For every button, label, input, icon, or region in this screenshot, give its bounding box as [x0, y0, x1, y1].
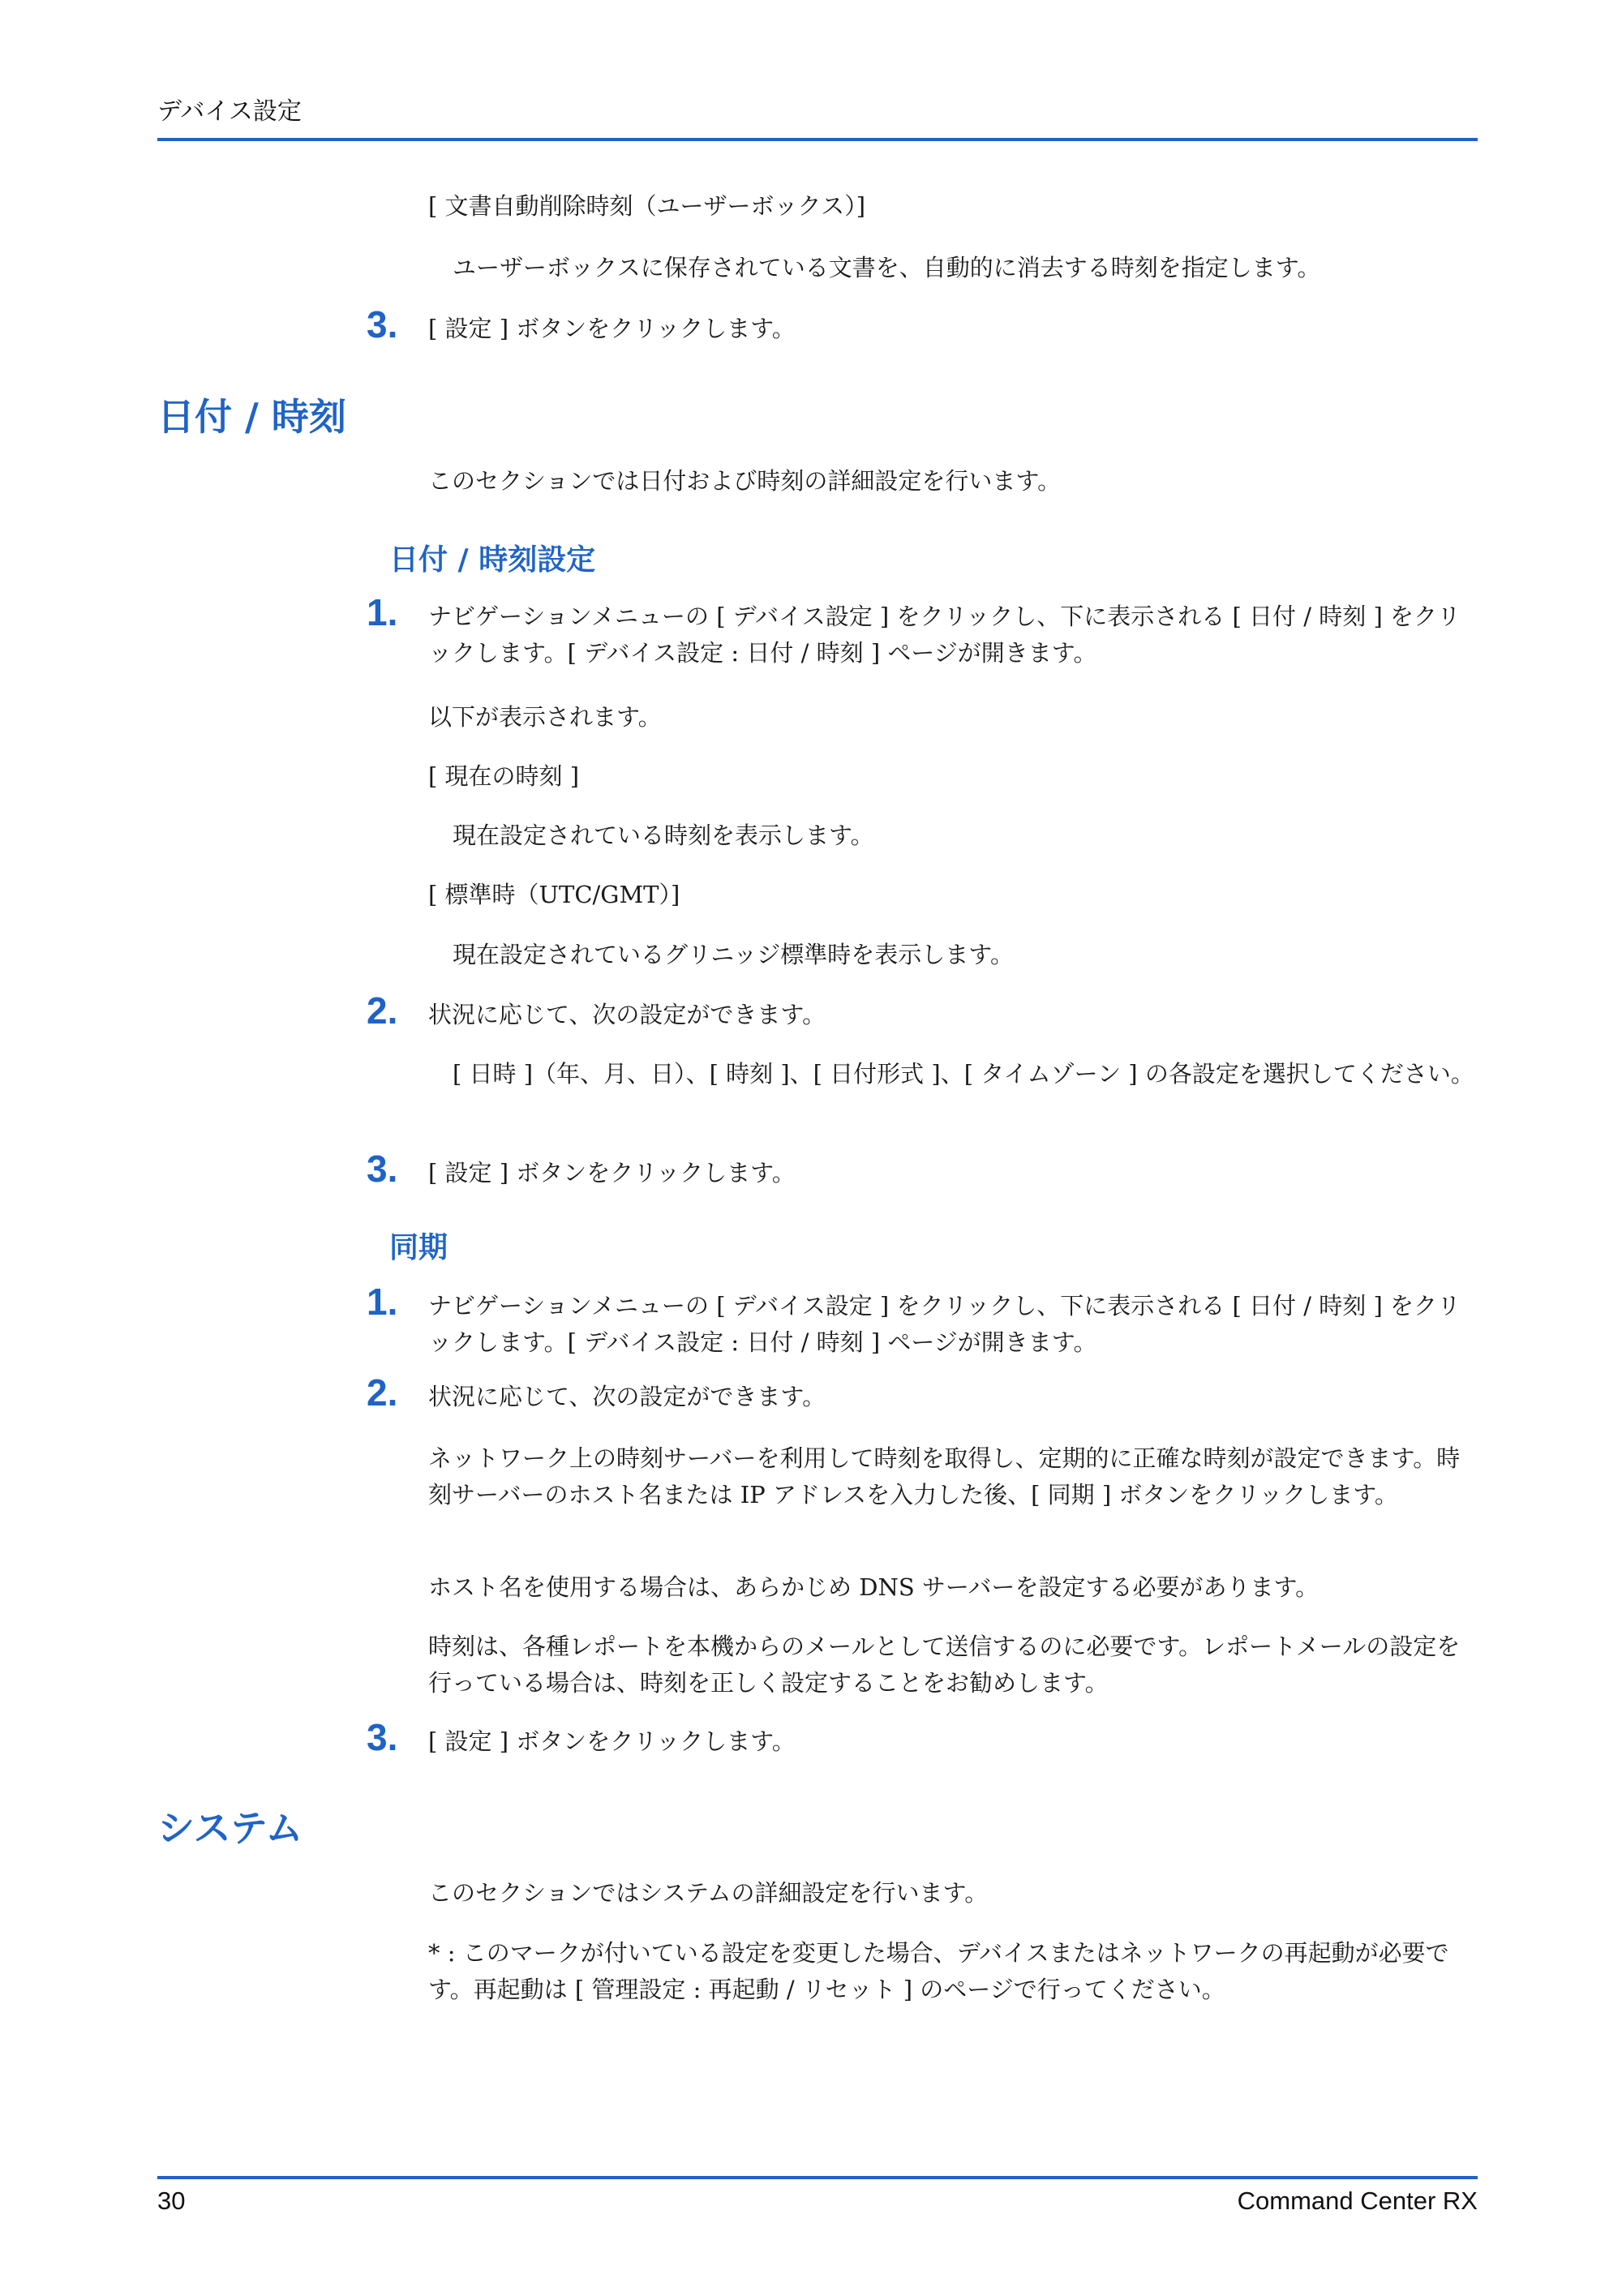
subsection-title-datetime-settings: 日付 / 時刻設定: [389, 543, 596, 577]
step-text: ナビゲーションメニューの [ デバイス設定 ] をクリックし、下に表示される [ 日付 / 時刻 ] をクリックします。[ デバイス設定 : 日付 / 時刻 ] ページが開きます。: [428, 1292, 1461, 1356]
item-label-gmt: [ 標準時（UTC/GMT）]: [428, 881, 680, 908]
sync-paragraph: ホスト名を使用する場合は、あらかじめ DNS サーバーを設定する必要があります。: [428, 1573, 1319, 1601]
shown-below-text: 以下が表示されます。: [428, 703, 662, 731]
product-name: Command Center RX: [1237, 2187, 1478, 2215]
sync-paragraph: ネットワーク上の時刻サーバーを利用して時刻を取得し、定期的に正確な時刻が設定できます。時刻サーバーのホスト名または IP アドレスを入力した後、[ 同期 ] ボタンをクリックします。: [428, 1444, 1461, 1508]
footer-rule: [157, 2176, 1478, 2179]
header-rule: [157, 138, 1478, 141]
section-title-system: システム: [157, 1806, 303, 1850]
section-intro-system: このセクションではシステムの詳細設定を行います。: [428, 1879, 989, 1907]
sync-paragraph: 時刻は、各種レポートを本機からのメールとして送信するのに必要です。レポートメールの設定を行っている場合は、時刻を正しく設定することをお勧めします。: [428, 1633, 1461, 1697]
step-number: 2.: [367, 1371, 398, 1414]
section-title-datetime: 日付 / 時刻: [157, 395, 346, 439]
step-number: 3.: [367, 1716, 398, 1758]
step-text: ナビゲーションメニューの [ デバイス設定 ] をクリックし、下に表示される [ 日付 / 時刻 ] をクリックします。[ デバイス設定 : 日付 / 時刻 ] ページが開きます。: [428, 603, 1461, 667]
system-restart-note: * : このマークが付いている設定を変更した場合、デバイスまたはネットワークの再起動が必要です。再起動は [ 管理設定 : 再起動 / リセット ] のページで行ってください。: [428, 1939, 1449, 2003]
step-number: 3.: [367, 303, 398, 345]
item-label-current-time: [ 現在の時刻 ]: [428, 762, 580, 790]
step-number: 1.: [367, 1281, 398, 1323]
step-text: 状況に応じて、次の設定ができます。: [428, 1383, 826, 1410]
step-number: 1.: [367, 591, 398, 633]
step-detail: [ 日時 ]（年、月、日）、[ 時刻 ]、[ 日付形式 ]、[ タイムゾーン ] の各設定を選択してください。: [453, 1060, 1474, 1088]
step-text: [ 設定 ] ボタンをクリックします。: [428, 315, 796, 342]
step-text: 状況に応じて、次の設定ができます。: [428, 1001, 826, 1028]
item-desc-current-time: 現在設定されている時刻を表示します。: [453, 822, 874, 849]
item-label-auto-delete-time: [ 文書自動削除時刻（ユーザーボックス）]: [428, 192, 866, 220]
header-title: デバイス設定: [157, 97, 302, 126]
step-text: [ 設定 ] ボタンをクリックします。: [428, 1727, 796, 1755]
step-text: [ 設定 ] ボタンをクリックします。: [428, 1159, 796, 1187]
step-number: 3.: [367, 1148, 398, 1190]
item-desc-auto-delete-time: ユーザーボックスに保存されている文書を、自動的に消去する時刻を指定します。: [453, 254, 1321, 281]
section-intro-datetime: このセクションでは日付および時刻の詳細設定を行います。: [428, 467, 1062, 495]
item-desc-gmt: 現在設定されているグリニッジ標準時を表示します。: [453, 941, 1014, 968]
page-number: 30: [157, 2187, 186, 2215]
subsection-title-sync: 同期: [389, 1231, 448, 1264]
step-number: 2.: [367, 989, 398, 1032]
